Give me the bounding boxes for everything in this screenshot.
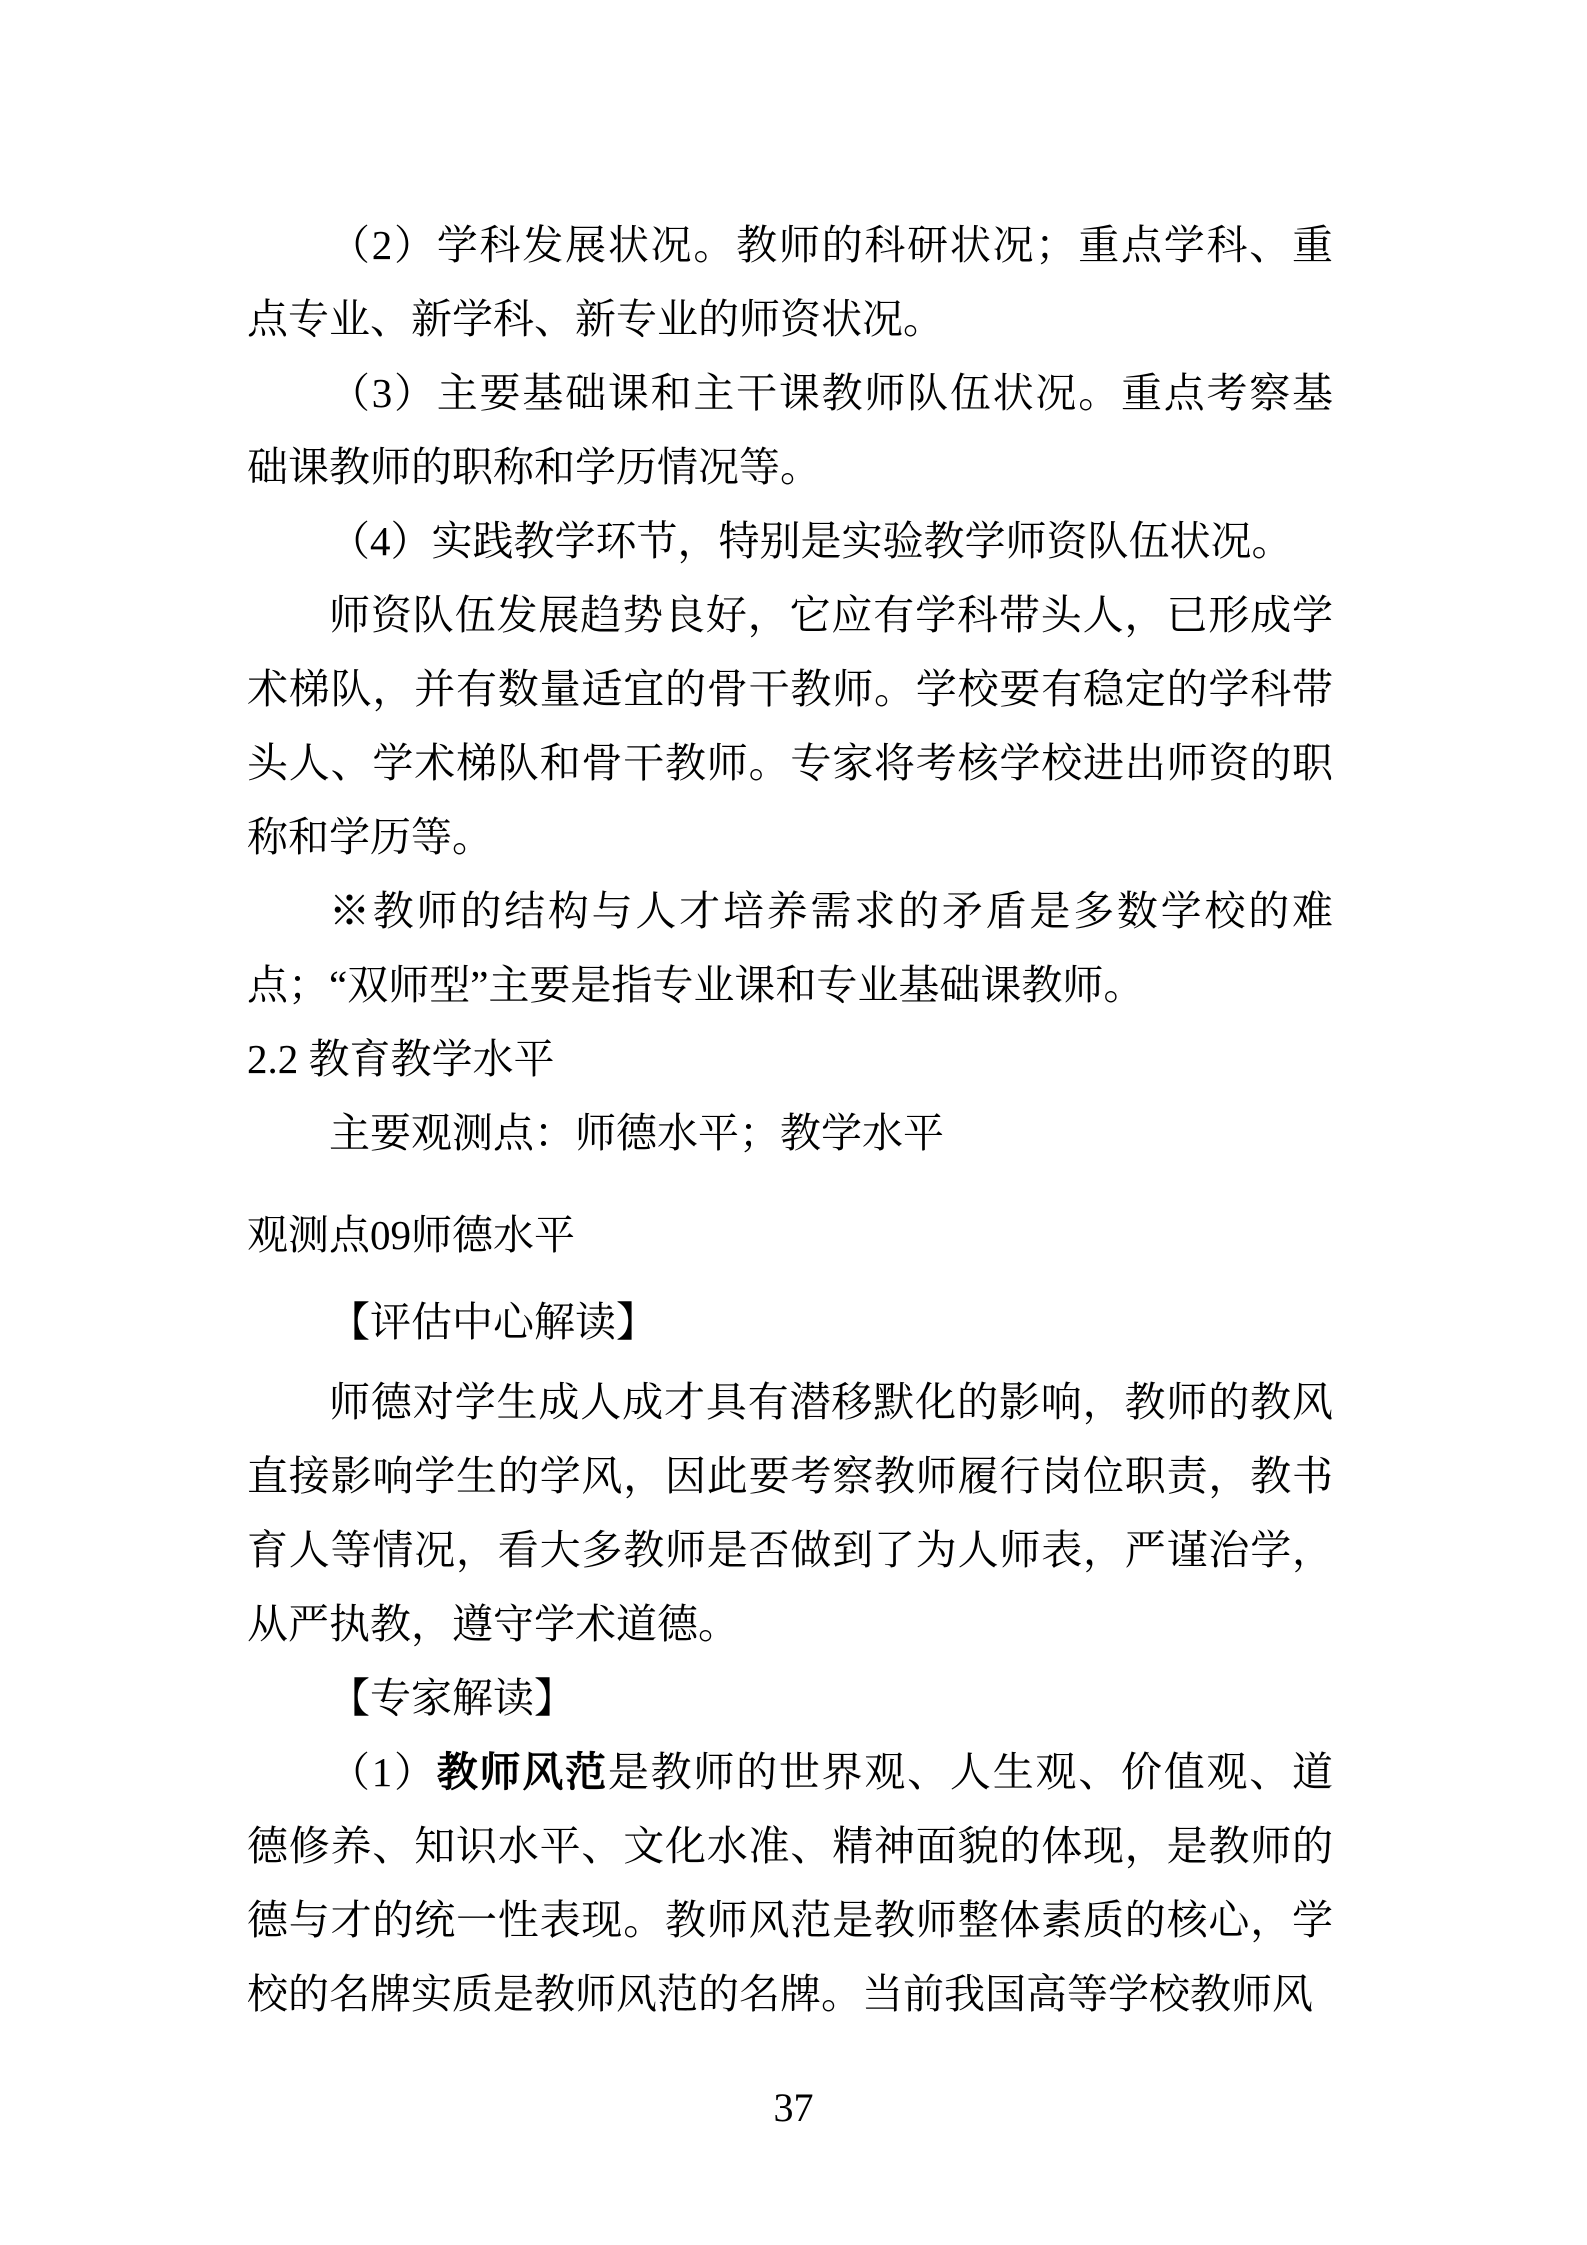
paragraph-note-double-qualified: ※教师的结构与人才培养需求的矛盾是多数学校的难点；“双师型”主要是指专业课和专业基础课教师。: [247, 888, 1333, 1008]
paragraph-item-2: （2）学科发展状况。教师的科研状况；重点学科、重点专业、新学科、新专业的师资状况。: [247, 222, 1333, 342]
paragraph-teacher-ethics: 师德对学生成人成才具有潜移默化的影响，教师的教风直接影响学生的学风，因此要考察教师履行岗位职责，教书育人等情况，看大多教师是否做到了为人师表，严谨治学，从严执教，遵守学术道德。: [247, 1379, 1333, 1647]
paragraph-item-4: （4）实践教学环节，特别是实验教学师资队伍状况。: [329, 518, 1293, 564]
observation-point-09-heading: 观测点09师德水平: [247, 1212, 575, 1258]
page-content: [247, 208, 1333, 2031]
paragraph-item-3: （3）主要基础课和主干课教师队伍状况。重点考察基础课教师的职称和学历情况等。: [247, 370, 1333, 490]
page-number: 37: [773, 2085, 814, 2130]
paragraph-faculty-trend: 师资队伍发展趋势良好，它应有学科带头人，已形成学术梯队，并有数量适宜的骨干教师。学校要有稳定的学科带头人、学术梯队和骨干教师。专家将考核学校进出师资的职称和学历等。: [247, 592, 1333, 860]
expert-reading-heading: 【专家解读】: [329, 1675, 575, 1721]
observation-points-heading: 主要观测点：师德水平；教学水平: [329, 1110, 944, 1156]
section-heading-2-2: 2.2 教育教学水平: [247, 1036, 555, 1082]
assessment-center-reading-heading: 【评估中心解读】: [329, 1299, 657, 1345]
expert-point-1-prefix: （1）: [329, 1749, 437, 1795]
paragraph-expert-point-1: [247, 1735, 1333, 2031]
expert-point-1-term: 教师风范: [436, 1749, 608, 1795]
expert-point-1-text: 是教师的世界观、人生观、价值观、道德修养、知识水平、文化水准、精神面貌的体现，是教师的德与才的统一性表现。教师风范是教师整体素质的核心，学校的名牌实质是教师风范的名牌。当前我国高等学校教师风: [247, 1749, 1334, 2017]
